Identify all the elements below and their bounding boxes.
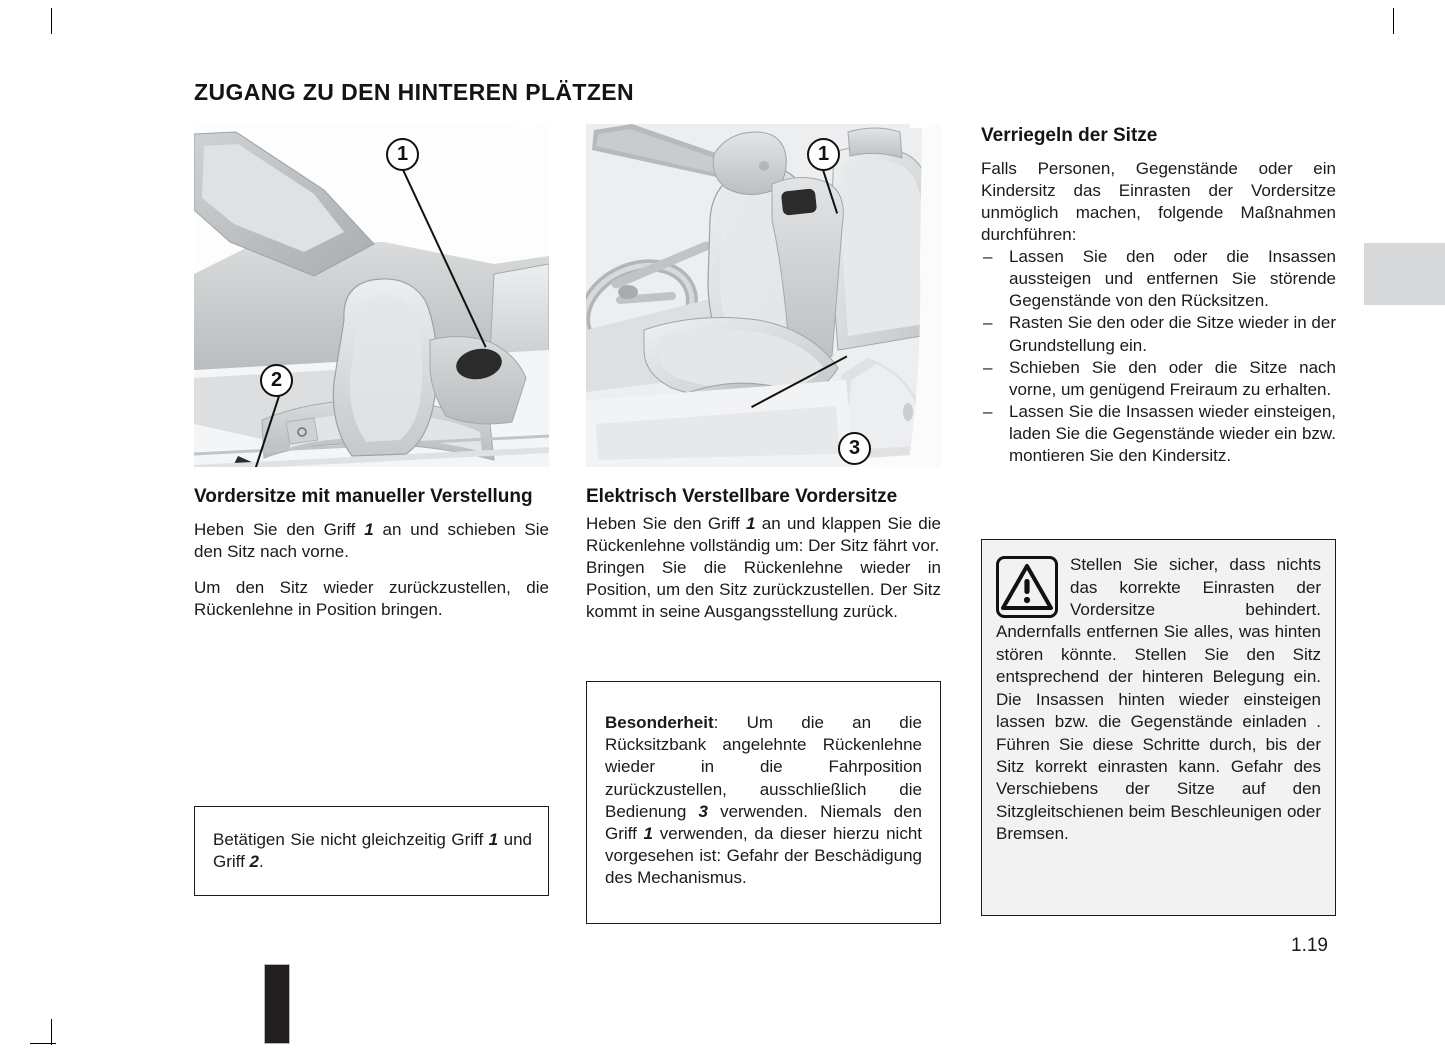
dash-bullet: – <box>983 401 993 421</box>
paragraph-electric-1 <box>586 513 941 557</box>
figure-electric-seat <box>586 124 941 467</box>
page-number: 1.19 <box>1291 935 1328 956</box>
dash-bullet: – <box>983 313 993 333</box>
note-box-middle <box>586 681 941 924</box>
list-item-text: Lassen Sie die Insassen wieder einsteigen, laden Sie die Gegenstände wieder ein bzw. montieren Sie den Kindersitz. <box>1009 401 1336 465</box>
ref-number-1-electric: 1 <box>746 513 756 533</box>
page-title: ZUGANG ZU DEN HINTEREN PLÄTZEN <box>194 79 635 105</box>
note-middle-label: Besonderheit <box>605 713 714 733</box>
figure-id-middle <box>910 124 927 128</box>
chapter-tab-right-edge <box>1364 243 1445 305</box>
note-middle-num1: 3 <box>698 801 708 821</box>
list-item-text: Lassen Sie den oder die Insassen aussteigen und entfernen Sie störende Gegenstände von den Rücksitzen. <box>1009 247 1336 311</box>
list-item <box>981 246 1336 312</box>
note-left-b: und Griff <box>213 830 532 872</box>
note-left-num2: 2 <box>249 852 259 872</box>
callout-1-electric: 1 <box>807 138 840 171</box>
note-middle-text <box>605 712 922 889</box>
list-item-text: Schieben Sie den oder die Sitze nach vorne, um genügend Freiraum zu erhalten. <box>1009 357 1336 399</box>
list-item-text: Rasten Sie den oder die Sitze wieder in der Grundstellung ein. <box>1009 313 1336 355</box>
callout-2: 2 <box>260 364 293 397</box>
column-middle <box>586 124 941 924</box>
note-box-left <box>194 806 549 896</box>
crop-mark-top-right <box>1393 8 1394 34</box>
text-a: Heben Sie den Griff <box>194 519 365 539</box>
paragraph-manual-2: Um den Sitz wieder zurückzustellen, die Rückenlehne in Position bringen. <box>194 577 549 620</box>
heading-manual-seats: Vordersitze mit manueller Verstellung <box>194 486 533 507</box>
note-middle-a: : Um die an die Rücksitzbank angelehnte Rückenlehne wieder in die Fahrposition zurückzustellen, ausschließlich die Bedienung <box>605 713 922 821</box>
paragraph-manual-1 <box>194 519 549 563</box>
locking-steps-list <box>981 246 1336 467</box>
callout-1: 1 <box>386 138 419 171</box>
crop-mark-bottom-left-horizontal <box>30 1043 56 1044</box>
figure-electric-seat-illustration <box>586 124 941 467</box>
note-left-c: . <box>259 852 264 872</box>
list-item <box>981 357 1336 401</box>
text-a: Heben Sie den Griff <box>586 513 746 533</box>
note-left-a: Betätigen Sie nicht gleichzeitig Griff <box>213 830 489 850</box>
list-item <box>981 401 1336 467</box>
heading-electric-seats: Elektrisch Verstellbare Vordersitze <box>586 486 898 507</box>
column-left <box>194 124 549 896</box>
figure-id-left <box>518 124 535 128</box>
note-middle-c: verwenden, da dieser hierzu nicht vorgesehen ist: Gefahr der Beschädigung des Mechanismus. <box>605 823 922 887</box>
ref-number-1: 1 <box>364 519 374 539</box>
warning-text: Stellen Sie sicher, dass nichts das korrekte Einrasten der Vordersitze behindert. Andernfalls entfernen Sie alles, was hinten stören könnte. Stellen Sie den Sitz entsprechend der hinteren Belegung ein. Die Insassen hinten wieder einsteigen lassen bzw. die Gegenstände einladen . Führen Sie diese Schritte durch, bis der Sitz korrekt einrasten kann. Gefahr des Verschiebens der Sitze auf den Sitzgleitschienen beim Beschleunigen oder Bremsen. <box>996 555 1321 844</box>
callout-3: 3 <box>838 432 871 465</box>
dash-bullet: – <box>983 357 993 377</box>
text-b: an und klappen Sie die Rückenlehne vollständig um: Der Sitz fährt vor. <box>586 513 941 555</box>
figure-manual-seat <box>194 124 549 467</box>
paragraph-locking-intro: Falls Personen, Gegenstände oder ein Kindersitz das Einrasten der Vordersitze unmöglich machen, folgende Maßnahmen durchführen: <box>981 158 1336 245</box>
note-middle-b: verwenden. Niemals den Griff <box>605 801 922 843</box>
text-b: an und schieben Sie den Sitz nach vorne. <box>194 519 549 561</box>
crop-mark-top-left <box>51 8 52 34</box>
warning-box <box>981 539 1336 916</box>
chapter-marker-bottom <box>264 964 290 1044</box>
column-right <box>981 124 1336 916</box>
note-middle-num2: 1 <box>643 823 654 843</box>
list-item <box>981 312 1336 356</box>
paragraph-electric-2: Bringen Sie die Rückenlehne wieder in Position, um den Sitz zurückzustellen. Der Sitz kommt in seine Ausgangsstellung zurück. <box>586 557 941 622</box>
note-left-num1: 1 <box>488 830 499 850</box>
figure-manual-seat-seat <box>194 124 549 467</box>
crop-mark-bottom-left-vertical <box>51 1019 52 1045</box>
note-left-text <box>213 829 532 873</box>
warning-triangle-icon <box>996 556 1058 618</box>
heading-locking-seats: Verriegeln der Sitze <box>981 125 1158 146</box>
dash-bullet: – <box>983 247 993 267</box>
